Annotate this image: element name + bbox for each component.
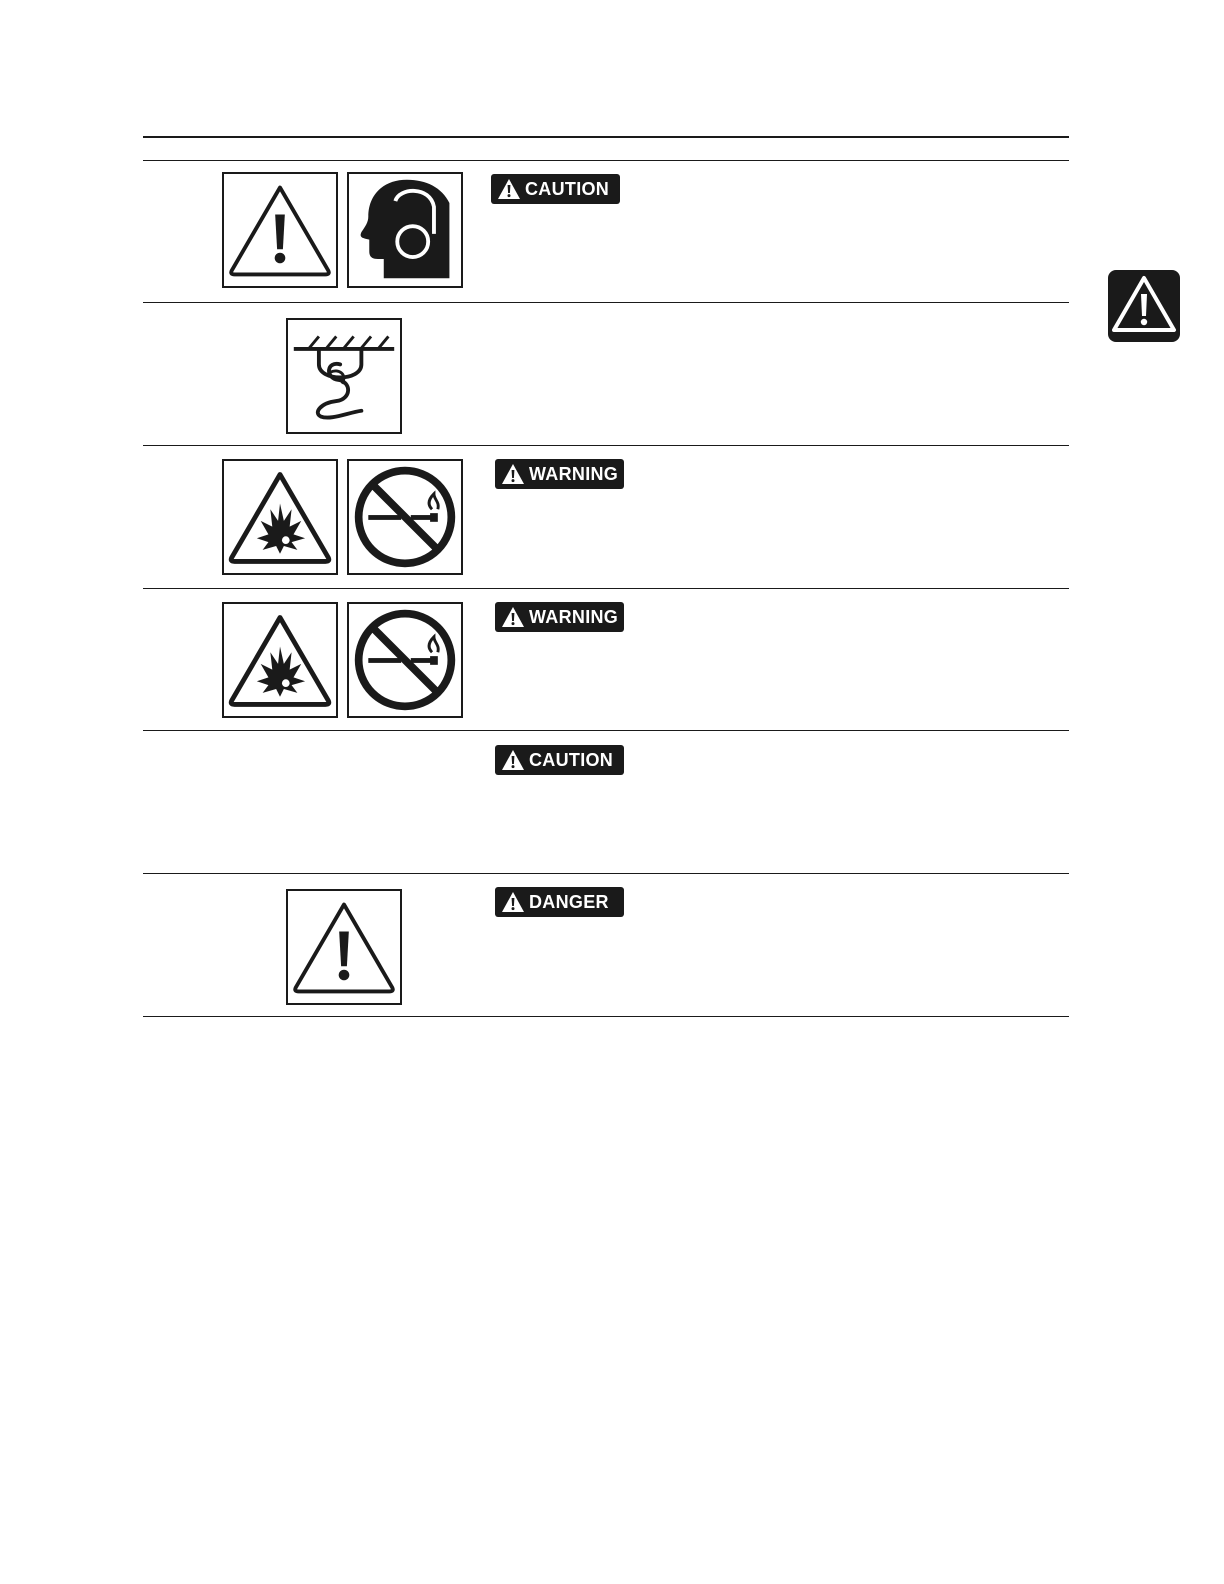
table-bottom-rule: [143, 1016, 1069, 1017]
alert-triangle-icon: [501, 606, 525, 628]
row-divider: [143, 302, 1069, 303]
general-warning-icon: [222, 172, 338, 288]
ear-protection-icon: [347, 172, 463, 288]
signal-word-caution: [491, 174, 620, 204]
alert-triangle-icon: [501, 463, 525, 485]
row-divider: [143, 445, 1069, 446]
row-divider: [143, 730, 1069, 731]
table-top-rule: [143, 160, 1069, 161]
signal-word-label: WARNING: [529, 606, 619, 627]
row-divider: [143, 588, 1069, 589]
signal-word-label: CAUTION: [529, 749, 614, 770]
alert-triangle-icon: [501, 749, 525, 771]
signal-word-caution: [495, 745, 624, 775]
signal-word-warning: [495, 459, 624, 489]
entanglement-hazard-icon: [286, 318, 402, 434]
explosion-hazard-icon: [222, 459, 338, 575]
safety-section-tab[interactable]: [1108, 270, 1180, 342]
explosion-hazard-icon: [222, 602, 338, 718]
no-smoking-icon: [347, 459, 463, 575]
alert-triangle-icon: [497, 178, 521, 200]
row-divider: [143, 873, 1069, 874]
signal-word-label: WARNING: [529, 463, 619, 484]
signal-word-label: DANGER: [529, 891, 609, 912]
header-rule: [143, 136, 1069, 138]
signal-word-danger: [495, 887, 624, 917]
no-smoking-icon: [347, 602, 463, 718]
alert-triangle-icon: [501, 891, 525, 913]
signal-word-warning: [495, 602, 624, 632]
general-warning-icon: [286, 889, 402, 1005]
warning-triangle-icon: [1108, 270, 1180, 342]
signal-word-label: CAUTION: [525, 178, 610, 199]
